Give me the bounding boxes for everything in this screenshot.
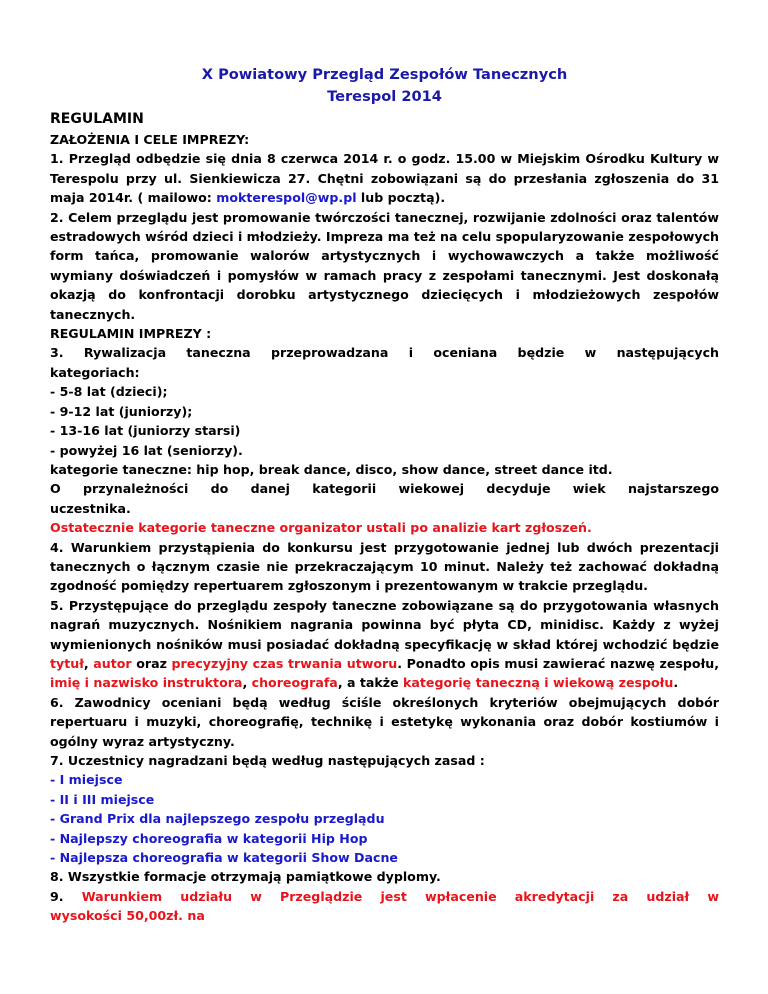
dance-categories: kategorie taneczne: hip hop, break dance, disco, show dance, street dance itd. [50, 461, 613, 477]
paragraph-5 [50, 596, 719, 693]
age-rule-end: uczestnika. [50, 500, 131, 516]
award-item: - I miejsce [50, 772, 123, 788]
award-item: - Najlepsza choreografia w kategorii Show Dacne [50, 850, 398, 866]
age-rule-line: O przynależności do danej kategorii wiekowej decyduje wiek najstarszego [50, 481, 719, 497]
email-link[interactable]: mokterespol@wp.pl [216, 190, 357, 206]
document-title: X Powiatowy Przegląd Zespołów Tanecznych [201, 66, 568, 83]
paragraph-1-end: lub pocztą). [356, 190, 446, 206]
final-categories-note: Ostatecznie kategorie taneczne organizator ustali po analizie kart zgłoszeń. [50, 520, 592, 536]
paragraph-3-end: kategoriach: [50, 364, 140, 380]
paragraph-4: 4. Warunkiem przystąpienia do konkursu jest przygotowanie jednej lub dwóch prezentacji tanecznych o łącznym czasie nie przekraczającym 10 minut. Należy też zachować dokładną zgodność pomiędzy repertuarem zgłoszonym i prezentowanym w trakcie przeglądu. [50, 539, 719, 594]
regulamin-heading: REGULAMIN [50, 111, 144, 127]
separator: , [83, 655, 94, 671]
age-category-item: - 13-16 lat (juniorzy starsi) [50, 423, 241, 439]
age-category-item: - 9-12 lat (juniorzy); [50, 403, 193, 419]
spec-category: kategorię taneczną i wiekową zespołu [403, 675, 674, 691]
paragraph-5-connector: , a także [337, 675, 404, 691]
award-item: - II i III miejsce [50, 791, 155, 807]
spec-title: tytuł [50, 655, 84, 671]
paragraph-5-text: 5. Przystępujące do przeglądu zespoły taneczne zobowiązane są do przygotowania własnych nagrań muzycznych. Nośnikiem nagrania powinna być płyta CD, minidisc. Każdy z wyżej wymienionych nośników musi posiadać dokładną specyfikację w skład której wchodzić będzie [50, 597, 719, 652]
spec-author: autor [93, 655, 132, 671]
section-heading-rules: REGULAMIN IMPREZY : [50, 326, 212, 342]
document-page [50, 64, 719, 926]
section-heading-goals: ZAŁOŻENIA I CELE IMPREZY: [50, 132, 250, 147]
paragraph-5-middle: . Ponadto opis musi zawierać nazwę zespołu, [397, 655, 719, 671]
paragraph-8: 8. Wszystkie formacje otrzymają pamiątkowe dyplomy. [50, 869, 441, 885]
paragraph-1 [50, 149, 719, 207]
paragraph-9-text: Warunkiem udziału w Przeglądzie jest wpłacenie akredytacji za udział w [81, 888, 719, 904]
connector: oraz [131, 655, 172, 671]
paragraph-9-number: 9. [50, 888, 82, 904]
paragraph-6: 6. Zawodnicy oceniani będą według ściśle określonych kryteriów obejmujących dobór repertuaru i muzyki, choreografię, technikę i estetykę wykonania oraz dobór kostiumów i ogólny wyraz artystyczny. [50, 694, 719, 749]
paragraph-9-line [50, 887, 719, 906]
paragraph-5-end: . [673, 675, 679, 691]
spec-duration: precyzyjny czas trwania utworu [171, 655, 398, 671]
paragraph-1-text: 1. Przegląd odbędzie się dnia 8 czerwca 2014 r. o godz. 15.00 w Miejskim Ośrodku Kultury w Terespolu przy ul. Sienkiewicza 27. Chętni zobowiązani są do przesłania zgłoszenia do 31 maja 2014r. ( mailowo: [50, 151, 719, 206]
spec-choreographer: choreografa [251, 675, 338, 691]
paragraph-3-line: 3. Rywalizacja taneczna przeprowadzana i oceniana będzie w następujących [50, 345, 719, 361]
age-category-item: - 5-8 lat (dzieci); [50, 384, 168, 400]
separator: , [242, 675, 252, 691]
paragraph-9-end: wysokości 50,00zł. na [50, 908, 205, 924]
spec-instructor: imię i nazwisko instruktora [50, 675, 243, 691]
age-category-item: - powyżej 16 lat (seniorzy). [50, 442, 243, 458]
award-item: - Grand Prix dla najlepszego zespołu przeglądu [50, 811, 385, 827]
award-item: - Najlepszy choreografia w kategorii Hip Hop [50, 830, 368, 846]
document-subtitle: Terespol 2014 [327, 88, 442, 105]
paragraph-2: 2. Celem przeglądu jest promowanie twórczości tanecznej, rozwijanie zdolności oraz talentów estradowych wśród dzieci i młodzieży. Impreza ma też na celu spopularyzowanie zespołowych form tańca, promowanie walorów artystycznych i wychowawczych a także możliwość wymiany doświadczeń i pomysłów w ramach pracy z zespołami tanecznymi. Jest doskonałą okazją do konfrontacji dorobku artystycznego dziecięcych i młodzieżowych zespołów tanecznych. [50, 209, 719, 322]
paragraph-7: 7. Uczestnicy nagradzani będą według następujących zasad : [50, 753, 485, 768]
